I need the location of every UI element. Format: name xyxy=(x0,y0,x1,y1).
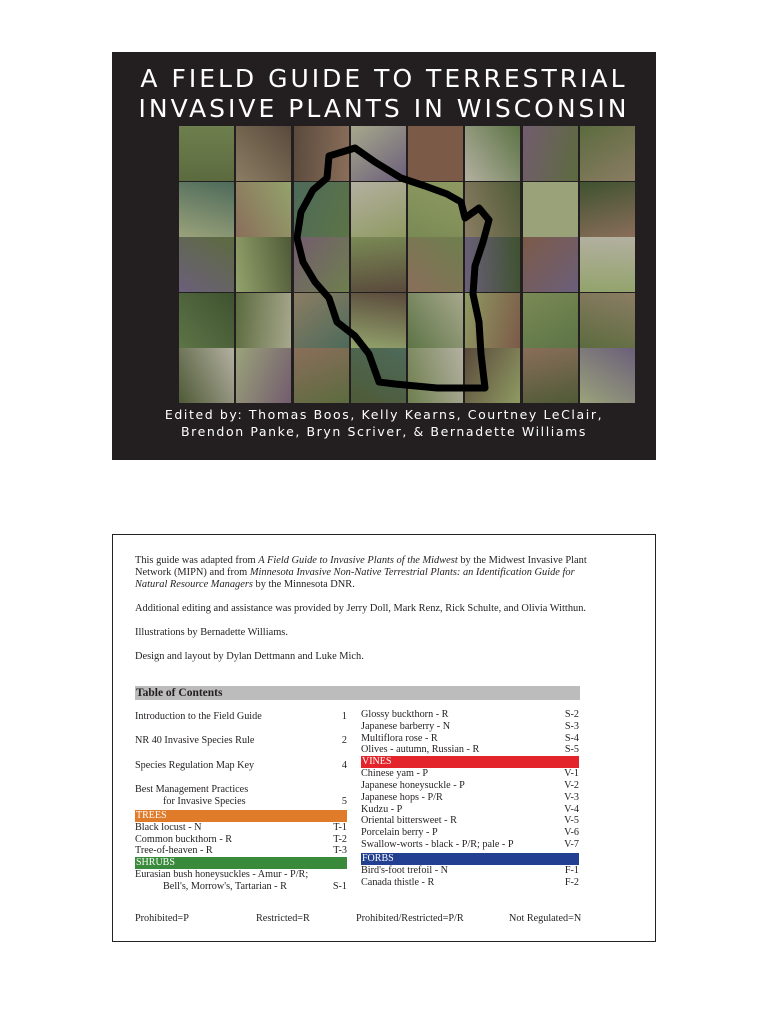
toc-entry-page: S-4 xyxy=(564,732,579,744)
toc-entry[interactable] xyxy=(135,796,347,808)
section-forbs: FORBS xyxy=(361,853,579,865)
toc-entry-label: Black locust - N xyxy=(135,821,202,833)
contents-page xyxy=(112,534,656,942)
toc-entry[interactable] xyxy=(361,815,579,827)
cover-title-line2: INVASIVE PLANTS IN WISCONSIN xyxy=(138,94,630,123)
toc-entry-page: S-2 xyxy=(564,709,579,720)
toc-entry-label: Common buckthorn - R xyxy=(135,833,233,845)
toc-left-column xyxy=(135,711,347,893)
toc-right-column xyxy=(361,709,579,888)
toc-entry-page: T-2 xyxy=(333,833,347,845)
intro-paragraph-editing: Additional editing and assistance was provided by Jerry Doll, Mark Renz, Rick Schulte, and Olivia Witthun. xyxy=(135,603,587,614)
toc-entry-page: 1 xyxy=(341,711,347,722)
toc-entry-label: Kudzu - P xyxy=(361,803,403,815)
toc-entry-page: V-1 xyxy=(564,768,579,780)
minnesota-guide-title: Minnesota Invasive Non-Native Terrestrial Plants: an Identification Guide for Natural Resource Managers xyxy=(135,567,575,590)
toc-entry-label: Bird's-foot trefoil - N xyxy=(361,864,448,876)
legend-restricted: Restricted=R xyxy=(256,913,310,924)
toc-entry-page: S-1 xyxy=(332,880,347,892)
toc-entry[interactable] xyxy=(361,709,579,721)
toc-entry-label: Canada thistle - R xyxy=(361,876,435,888)
intro-paragraph-illustrations: Illustrations by Bernadette Williams. xyxy=(135,627,288,638)
toc-entry[interactable] xyxy=(361,744,579,756)
toc-entry[interactable] xyxy=(135,760,347,772)
toc-entry[interactable] xyxy=(361,827,579,839)
toc-entry-label: Glossy buckthorn - R xyxy=(361,709,449,720)
toc-entry[interactable] xyxy=(135,834,347,846)
toc-entry-label: Olives - autumn, Russian - R xyxy=(361,744,480,756)
legend-prohibited: Prohibited=P xyxy=(135,913,189,924)
toc-entry[interactable] xyxy=(135,869,347,881)
toc-entry-label: Eurasian bush honeysuckles - Amur - P/R; xyxy=(135,869,309,881)
toc-entry-label: Introduction to the Field Guide xyxy=(135,711,262,722)
toc-entry-page: 2 xyxy=(341,735,347,747)
toc-entry-page: V-3 xyxy=(564,791,579,803)
toc-entry-page: S-5 xyxy=(564,744,579,756)
toc-entry-page: F-2 xyxy=(564,876,579,888)
toc-heading: Table of Contents xyxy=(135,686,580,700)
toc-entry-label: Japanese honeysuckle - P xyxy=(361,779,465,791)
section-vines: VINES xyxy=(361,756,579,768)
toc-entry-label: Japanese barberry - N xyxy=(361,720,451,732)
toc-entry-page: 5 xyxy=(341,795,347,807)
toc-entry[interactable] xyxy=(361,804,579,816)
toc-entry-label: Chinese yam - P xyxy=(361,768,429,780)
mipn-guide-title: A Field Guide to Invasive Plants of the Midwest xyxy=(258,555,458,566)
toc-entry-page: V-2 xyxy=(564,779,579,791)
plant-photo-mosaic xyxy=(179,126,637,404)
toc-entry[interactable] xyxy=(135,845,347,857)
toc-entry-label: Porcelain berry - P xyxy=(361,827,438,839)
toc-entry-page: V-7 xyxy=(564,838,579,850)
cover-panel xyxy=(112,52,656,460)
toc-entry-label: Swallow-worts - black - P/R; pale - P xyxy=(361,838,514,850)
toc-entry-page: V-6 xyxy=(564,827,579,839)
toc-entry-label: Species Regulation Map Key xyxy=(135,759,255,771)
toc-entry[interactable] xyxy=(135,735,347,747)
toc-entry[interactable] xyxy=(361,865,579,877)
toc-entry[interactable] xyxy=(361,780,579,792)
cover-title-line1: A FIELD GUIDE TO TERRESTRIAL xyxy=(140,64,628,93)
legend-not-regulated: Not Regulated=N xyxy=(509,913,582,924)
toc-entry-label: Best Management Practices xyxy=(135,784,249,796)
toc-entry-label: Tree-of-heaven - R xyxy=(135,845,213,857)
toc-entry-label: Multiflora rose - R xyxy=(361,732,438,744)
toc-entry[interactable] xyxy=(135,822,347,834)
intro-text-e: by the Minnesota DNR. xyxy=(252,579,355,590)
toc-entry[interactable] xyxy=(361,721,579,733)
toc-entry[interactable] xyxy=(135,881,347,893)
toc-entry-page: V-4 xyxy=(564,803,579,815)
toc-entry[interactable] xyxy=(361,733,579,745)
intro-text xyxy=(135,555,595,675)
toc-entry[interactable] xyxy=(135,711,347,723)
toc-entry[interactable] xyxy=(361,768,579,780)
toc-entry-page: T-1 xyxy=(333,821,347,833)
toc-entry[interactable] xyxy=(361,839,579,851)
intro-text-a: This guide was adapted from xyxy=(135,555,259,566)
intro-paragraph-design: Design and layout by Dylan Dettmann and Luke Mich. xyxy=(135,651,364,662)
toc-entry-page: 4 xyxy=(341,759,347,771)
toc-entry-label: NR 40 Invasive Species Rule xyxy=(135,735,255,747)
toc-entry-label: Bell's, Morrow's, Tartarian - R xyxy=(163,880,287,892)
section-trees: TREES xyxy=(135,810,347,822)
intro-paragraph-source xyxy=(135,555,595,591)
toc-entry-page: T-3 xyxy=(333,845,347,857)
toc-entry-page: S-3 xyxy=(564,720,579,732)
toc-entry[interactable] xyxy=(361,792,579,804)
toc-entry-page: V-5 xyxy=(564,815,579,827)
toc-entry-label: for Invasive Species xyxy=(163,795,246,807)
intro-text-c: by the Midwest Invasive Plant Network (MIPN) and from xyxy=(135,555,587,578)
credits-line1: Edited by: Thomas Boos, Kelly Kearns, Courtney LeClair, xyxy=(164,407,604,422)
legend-prohibited-restricted: Prohibited/Restricted=P/R xyxy=(356,913,464,924)
toc-entry-label: Oriental bittersweet - R xyxy=(361,815,457,827)
credits-line2: Brendon Panke, Bryn Scriver, & Bernadette Williams xyxy=(180,424,588,439)
cover-title xyxy=(112,64,656,124)
section-shrubs: SHRUBS xyxy=(135,857,347,869)
toc-entry-label: Japanese hops - P/R xyxy=(361,791,443,803)
wisconsin-outline-icon xyxy=(179,126,637,404)
toc-entry[interactable] xyxy=(135,784,347,796)
toc-entry[interactable] xyxy=(361,877,579,889)
toc-entry-page: F-1 xyxy=(564,864,579,876)
cover-credits xyxy=(112,406,656,440)
